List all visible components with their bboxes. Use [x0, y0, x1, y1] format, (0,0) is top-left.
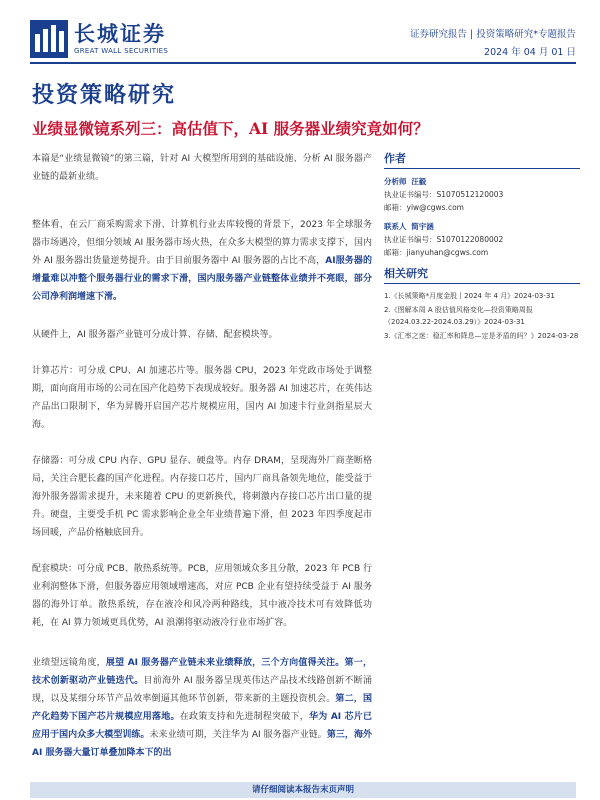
report-type: 证券研究报告 | 投资策略研究*专题报告 — [410, 29, 576, 40]
related-research-item[interactable]: 3.《汇率之迷：稳汇率和降息—定是矛盾的吗？》2024-03-28 — [384, 332, 579, 340]
authors-header: 作者 — [384, 150, 580, 169]
page-title: 投资策略研究 — [32, 82, 177, 108]
contact-row — [384, 220, 580, 233]
great-wall-logo-icon — [30, 20, 68, 58]
contact-email-label: 邮箱： — [384, 248, 407, 257]
paragraph-compute-chip: 计算芯片：可分成 CPU、AI 加速芯片等。服务器 CPU，2023 年党政市场处于调整期，面向商用市场的公司在国产化趋势下表现成较好。服务器 AI 加速芯片，在英伟达产品出口限制下，华为昇腾开启国产芯片规模应用，国内 AI 加速卡行业剑指星辰大海。 — [32, 366, 372, 430]
paragraph-outlook — [32, 654, 372, 762]
footer-disclaimer: 请仔细阅读本报告末页声明 — [30, 782, 576, 798]
paragraph-support-modules: 配套模块：可分成 PCB、散热系统等。PCB，应用领域众多且分散，2023 年 PCB 行业利润整体下滑，但服务器应用领域增速高，对应 PCB 企业有望持续受益于 AI 服务器的海外订单。散热系统，存在液冷和风冷两种路线，其中液冷技术可有效降低功耗，在 AI 算力领域更具优势，AI 浪潮将驱动液冷行业市场扩容。 — [32, 564, 373, 628]
contact-license-label: 执业证书编号： — [384, 235, 437, 244]
paragraph-intro: 本篇是“业绩显微镜”的第三篇，针对 AI 大模型所用到的基础设施、分析 AI 服务器产业链的最新业绩。 — [32, 154, 372, 182]
sidebar — [384, 150, 580, 344]
header-divider — [30, 62, 576, 64]
analyst-email-row — [384, 201, 580, 214]
related-research-header: 相关研究 — [384, 265, 580, 284]
analyst-license: S1070512120003 — [436, 190, 504, 199]
analyst-name: 汪毅 — [411, 177, 427, 186]
analyst-email-label: 邮箱： — [384, 203, 407, 212]
outlook-highlight-1: 展望 AI 服务器产业链未来业绩释放，三个方向值得关注。第一，技术创新驱动产业链迭代。 — [32, 658, 372, 686]
analyst-email[interactable]: yiw@cgws.com — [406, 203, 464, 212]
outlook-text-c: 在政策支持和先进制程突破下， — [179, 712, 309, 722]
outlook-text-a: 业绩望远镜角度， — [32, 658, 106, 668]
outlook-highlight-3: 华为 AI 芯片已应用于国内众多大模型训练。 — [32, 712, 372, 740]
paragraph-overview — [32, 216, 372, 306]
logo-chinese-name: 长城证券 — [74, 21, 166, 46]
company-logo — [30, 20, 168, 58]
paragraph-memory: 存储器：可分成 CPU 内存、GPU 显存、硬盘等。内存 DRAM，呈现海外厂商垄断格局，关注合肥长鑫的国产化进程。内存接口芯片，国内厂商具备领先地位，能受益于海外服务器需求提升，未来随着 CPU 的更新换代，将刺激内存接口芯片出口量的提升。硬盘，主要受手机 PC 需求影响企业全年业绩普遍下滑，但 2023 年四季度起市场回暖，产品价格触底回升。 — [32, 456, 372, 538]
outlook-text-b: 目前海外 AI 服务器呈现英伟达产品技术线路创新不断涌现，以及某细分环节产品效率倒逼其他环节创新，带来新的主题投资机会。 — [32, 676, 372, 704]
paragraph-hardware: 从硬件上，AI 服务器产业链可分成计算、存储、配套模块等。 — [32, 330, 278, 340]
analyst-label: 分析师 — [384, 177, 407, 186]
analyst-row — [384, 175, 580, 188]
contact-license: S1070122080002 — [436, 235, 504, 244]
overview-text: 整体看，在云厂商采购需求下滑、计算机行业去库较慢的背景下，2023 年全球服务器市场遇冷，但细分领域 AI 服务器市场火热，在众多大模型的算力需求支撑下，国内外 AI 服务器出货量逆势提升。由于目前服务器中 AI 服务器的占比不高， — [32, 220, 372, 266]
contact-license-row — [384, 233, 580, 246]
report-date: 2024 年 04 月 01 日 — [484, 47, 576, 58]
related-research-item[interactable]: 2.《图解本周 A 股估值风格变化—投资策略周报（2024.03.22-2024.03.29）》2024-03-31 — [384, 306, 533, 326]
outlook-text-d: 未来业绩可期，关注华为 AI 服务器产业链。 — [149, 730, 327, 740]
related-research-item[interactable]: 1.《长城策略*月度金股丨2024 年 4 月》2024-03-31 — [384, 292, 555, 300]
contact-name: 简宇涵 — [411, 222, 434, 231]
report-meta — [410, 26, 576, 62]
analyst-license-label: 执业证书编号： — [384, 190, 437, 199]
contact-email-row — [384, 246, 580, 259]
outlook-highlight-4: 第三，海外 AI 服务器大量订单叠加降本下的出 — [32, 730, 372, 758]
logo-english-name: GREAT WALL SECURITIES — [74, 47, 169, 55]
contact-email[interactable]: jianyuhan@cgws.com — [406, 248, 489, 257]
outlook-highlight-2: 第二，国产化趋势下国产芯片规模应用落地。 — [32, 694, 372, 722]
overview-highlight: AI服务器的增量难以冲整个服务器行业的需求下滑，国内服务器产业链整体业绩并不亮眼，部分公司净利润增速下滑。 — [32, 256, 372, 302]
contact-label: 联系人 — [384, 222, 407, 231]
report-body — [32, 150, 372, 762]
analyst-license-row — [384, 188, 580, 201]
report-subtitle: 业绩显微镜系列三：高估值下，AI 服务器业绩究竟如何？ — [32, 119, 429, 138]
